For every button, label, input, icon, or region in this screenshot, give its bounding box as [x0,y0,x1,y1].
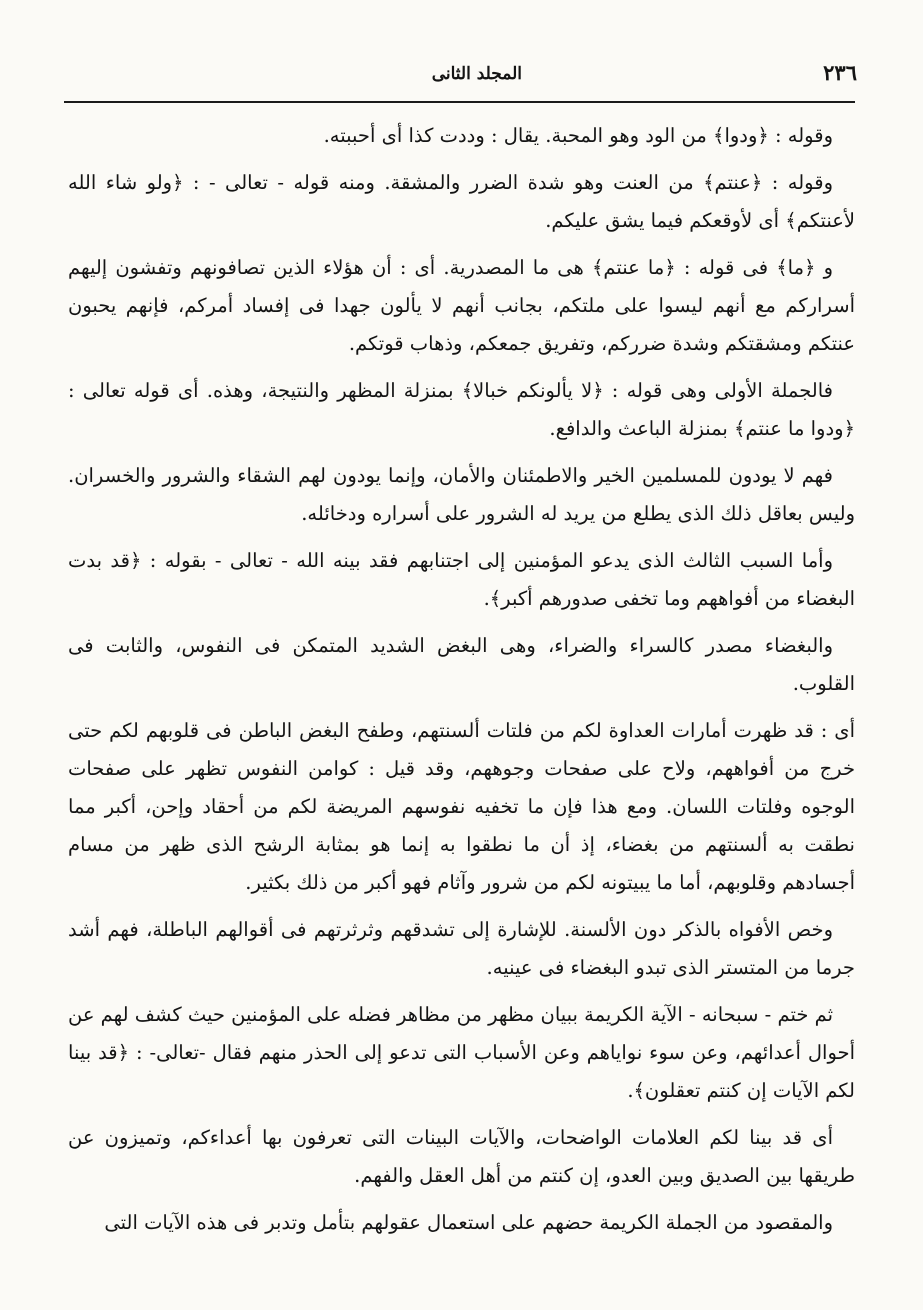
paragraph-1: وقوله : ﴿ودوا﴾ من الود وهو المحبة. يقال : وددت كذا أى أحببته. [323,124,833,147]
paragraph-9: وخص الأفواه بالذكر دون الألسنة. للإشارة إلى تشدقهم وثرثرتهم فى أقوالهم الباطلة، فهم أشد جرما من المتستر الذى تبدو البغضاء فى عينيه. [68,918,855,979]
page-number: ٢٣٦ [823,60,857,85]
paragraph-7: والبغضاء مصدر كالسراء والضراء، وهى البغض الشديد المتمكن فى النفوس، والثابت فى القلوب. [68,634,855,695]
paragraph-4: فالجملة الأولى وهى قوله : ﴿لا يألونكم خبالا﴾ بمنزلة المظهر والنتيجة، وهذه. أى قوله تعالى : ﴿ودوا ما عنتم﴾ بمنزلة الباعث والدافع. [68,379,855,440]
paragraph-10: ثم ختم - سبحانه - الآية الكريمة ببيان مظهر من مظاهر فضله على المؤمنين حيث كشف لهم عن أحوال أعدائهم، وعن سوء نواياهم وعن الأسباب التى تدعو إلى الحذر منهم فقال -تعالى- : ﴿قد بينا لكم الآيات إن كنتم تعقلون﴾. [68,1003,855,1102]
paragraph-3: و ﴿ما﴾ فى قوله : ﴿ما عنتم﴾ هى ما المصدرية. أى : أن هؤلاء الذين تصافونهم وتفشون إليهم أسراركم مع أنهم ليسوا على ملتكم، بجانب أنهم لا يألون جهدا فى إفساد أمركم، فإنهم يحبون عنتكم ومشقتكم وشدة ضرركم، وتفريق جمعكم، وذهاب قوتكم. [68,256,855,355]
page-header [66,58,857,94]
body-text [68,117,855,1251]
header-divider [64,101,855,103]
paragraph-6: وأما السبب الثالث الذى يدعو المؤمنين إلى اجتنابهم فقد بينه الله - تعالى - بقوله : ﴿قد بدت البغضاء من أفواههم وما تخفى صدورهم أكبر﴾. [68,549,855,610]
volume-title: المجلد الثانى [431,64,522,84]
paragraph-8: أى : قد ظهرت أمارات العداوة لكم من فلتات ألسنتهم، وطفح البغض الباطن فى قلوبهم لكم حتى خرج من أفواههم، ولاح على صفحات وجوههم، وقد قيل : كوامن النفوس تظهر على صفحات الوجوه وفلتات اللسان. ومع هذا فإن ما تخفيه نفوسهم المريضة لكم من أحقاد وإحن، أكبر مما نطقت به ألسنتهم من بغضاء، إذ أن ما نطقوا به إنما هو بمثابة الرشح الذى ظهر من مسام أجسادهم وقلوبهم، أما ما يبيتونه لكم من شرور وآثام فهو أكبر من ذلك بكثير. [68,719,855,894]
paragraph-12: والمقصود من الجملة الكريمة حضهم على استعمال عقولهم بتأمل وتدبر فى هذه الآيات التى [104,1211,833,1234]
paragraph-2: وقوله : ﴿عنتم﴾ من العنت وهو شدة الضرر والمشقة. ومنه قوله - تعالى - : ﴿ولو شاء الله لأعنتكم﴾ أى لأوقعكم فيما يشق عليكم. [68,171,855,232]
paragraph-11: أى قد بينا لكم العلامات الواضحات، والآيات البينات التى تعرفون بها أعداءكم، وتميزون عن طريقها بين الصديق وبين العدو، إن كنتم من أهل العقل والفهم. [68,1126,855,1187]
paragraph-5: فهم لا يودون للمسلمين الخير والاطمئنان والأمان، وإنما يودون لهم الشقاء والشرور والخسران. وليس بعاقل ذلك الذى يطلع من يريد له الشرور على أسراره ودخائله. [68,464,855,525]
